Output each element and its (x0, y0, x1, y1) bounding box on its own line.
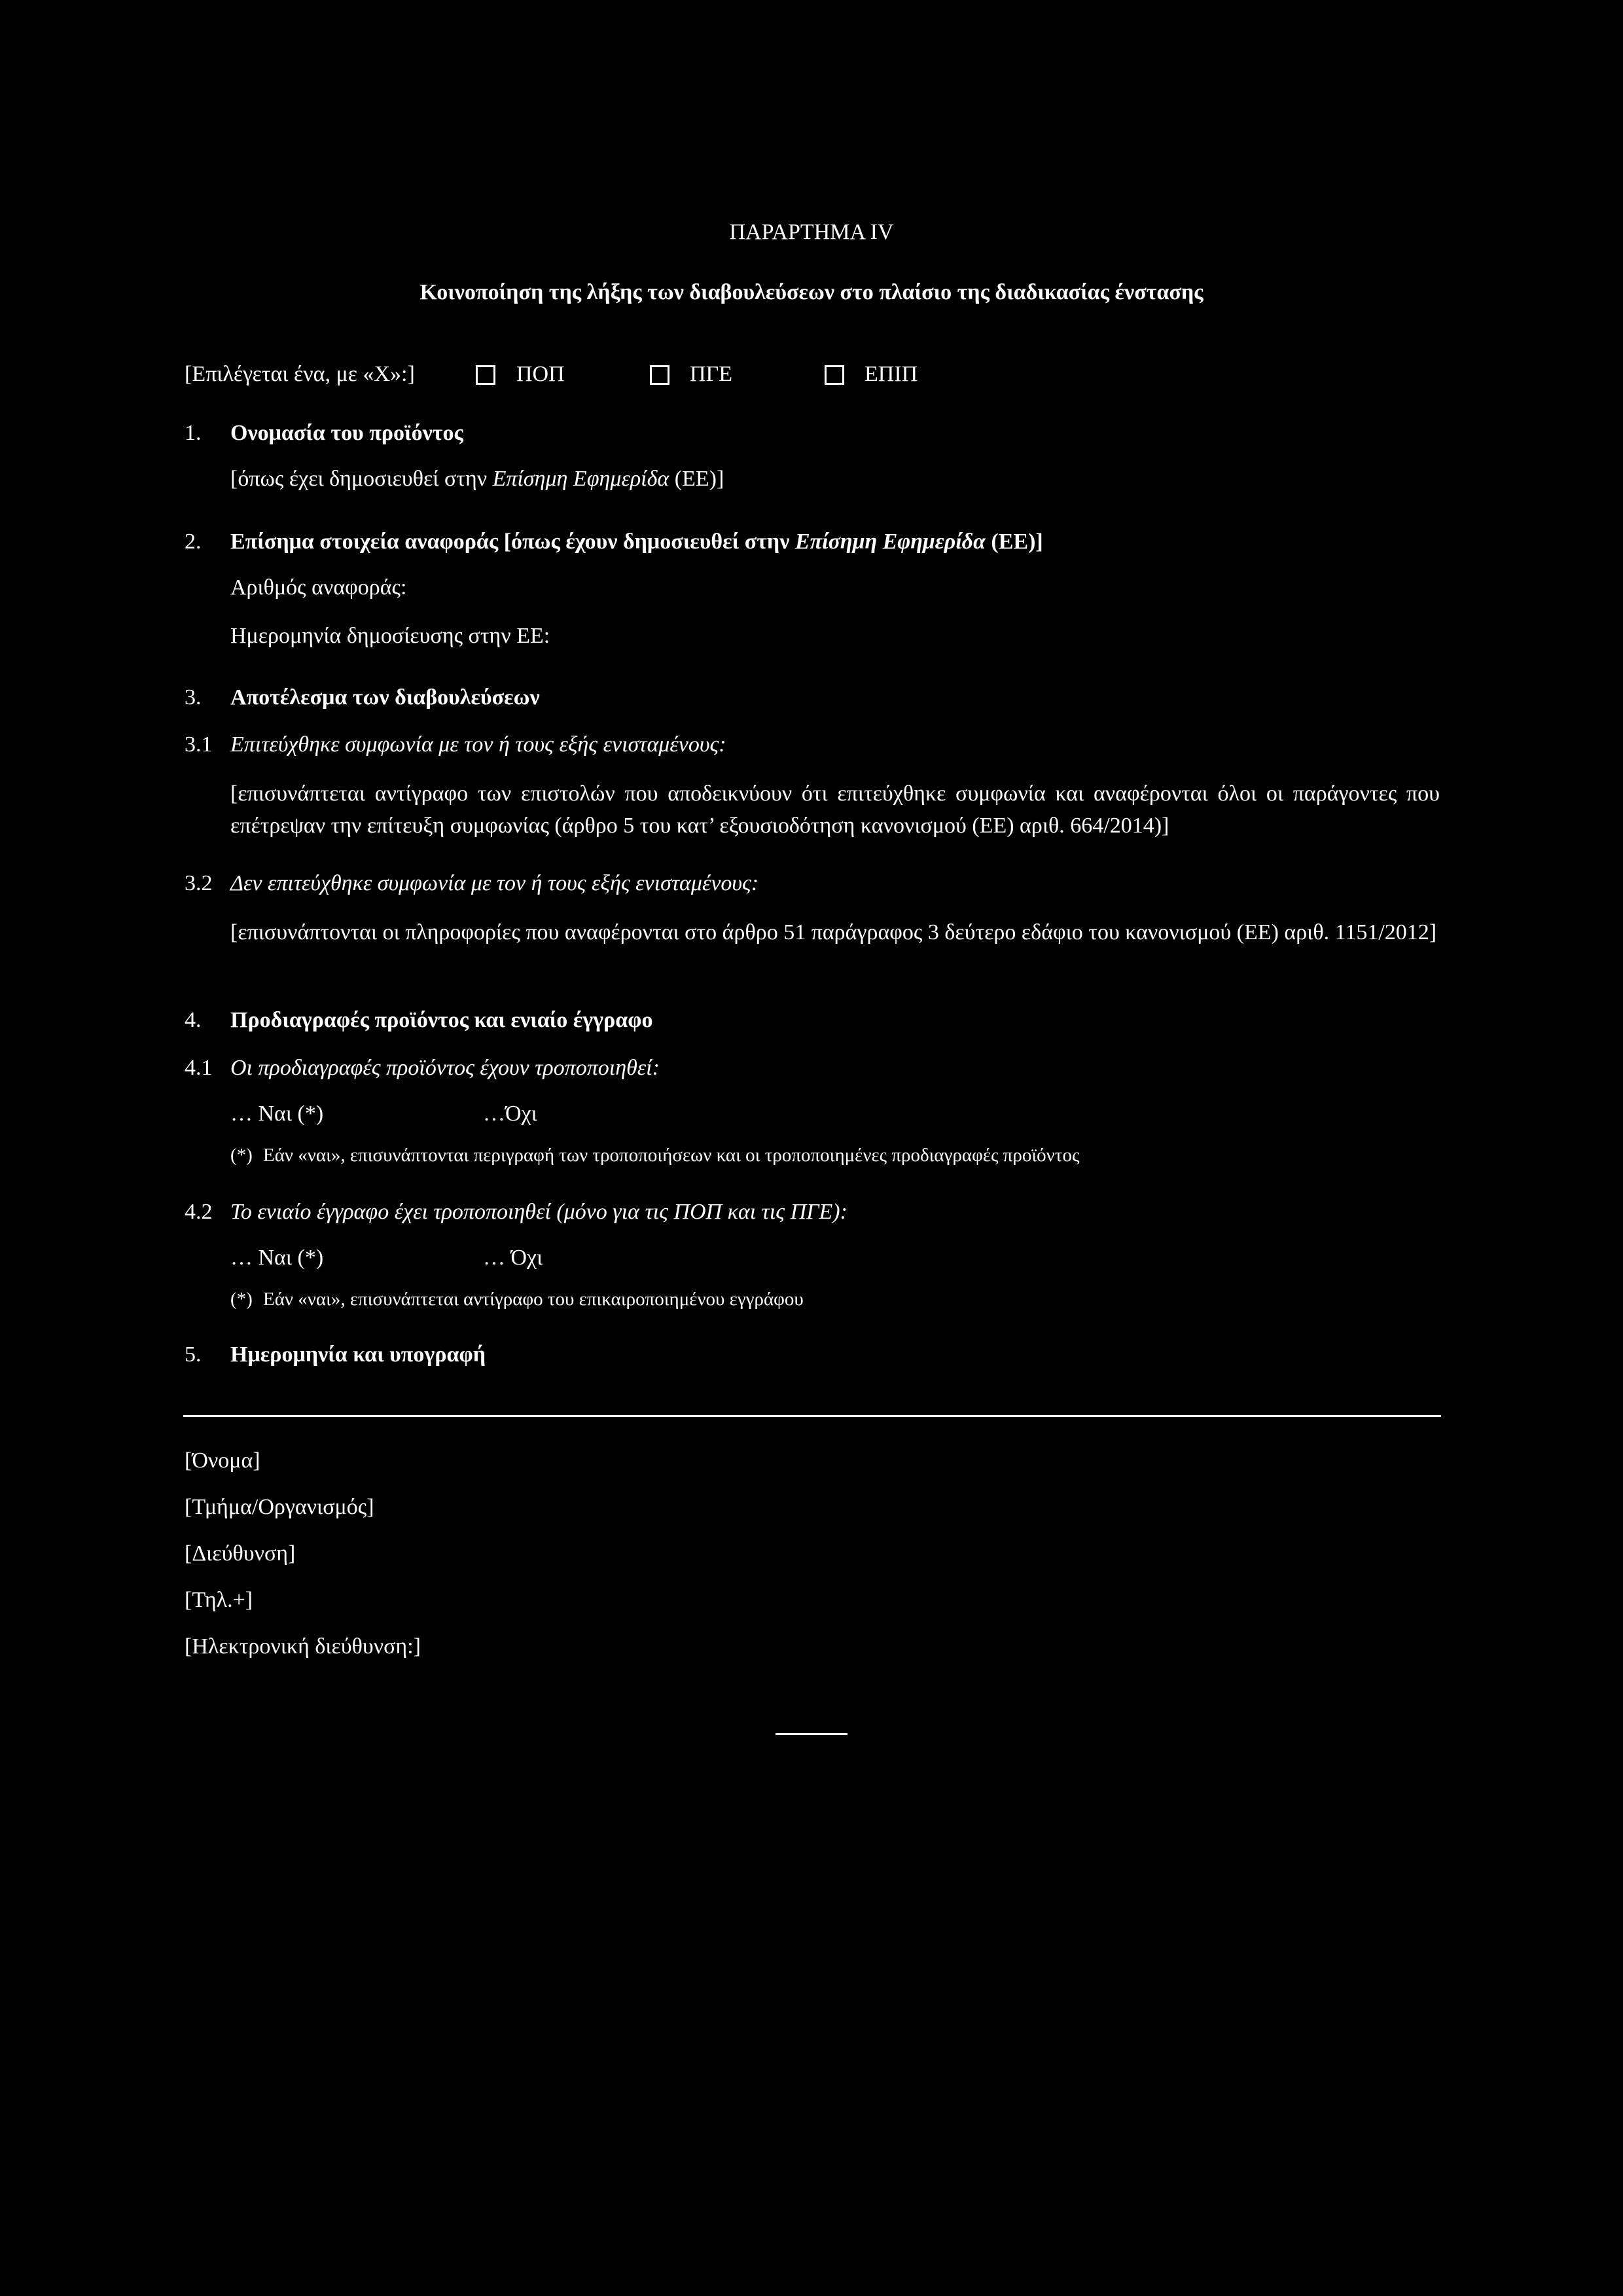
section-1-note-suffix: (ΕΕ)] (669, 467, 724, 491)
section-3-2-text: [επισυνάπτονται οι πληροφορίες που αναφέρονται στο άρθρο 51 παράγραφος 3 δεύτερο εδάφιο του κανονισμού (ΕΕ) αριθ. 1151/2012] (230, 920, 1437, 944)
section-4-1-no-option[interactable]: …Όχι (483, 1102, 537, 1126)
section-3-1-number: 3.1 (185, 732, 213, 757)
signature-address: [Διεύθυνση] (185, 1541, 296, 1566)
section-4-2-footnote (230, 1288, 804, 1311)
section-3-2-title: Δεν επιτεύχθηκε συμφωνία με τον ή τους εξής ενισταμένους: (230, 871, 759, 895)
pge-label: ΠΓΕ (690, 362, 732, 386)
section-3-2-number: 3.2 (185, 871, 213, 895)
section-2-title (230, 529, 1043, 556)
selection-instruction: [Επιλέγεται ένα, με «X»:] (185, 362, 415, 386)
signature-department: [Τμήμα/Οργανισμός] (185, 1495, 374, 1519)
pop-checkbox[interactable] (476, 365, 495, 385)
section-4-number: 4. (185, 1008, 202, 1032)
signature-email: [Ηλεκτρονική διεύθυνση:] (185, 1634, 421, 1659)
section-3-1-title: Επιτεύχθηκε συμφωνία με τον ή τους εξής ενισταμένους: (230, 732, 726, 757)
epip-label: ΕΠΙΠ (865, 362, 918, 386)
section-1-note-italic: Επίσημη Εφημερίδα (492, 467, 669, 491)
section-4-2-no-option[interactable]: … Όχι (483, 1246, 543, 1270)
section-1-note (230, 466, 724, 493)
signature-line (183, 1415, 1441, 1417)
signature-name: [Όνομα] (185, 1448, 260, 1473)
document-subtitle: Κοινοποίηση της λήξης των διαβουλεύσεων στο πλαίσιο της διαδικασίας ένστασης (419, 280, 1204, 304)
section-2-number: 2. (185, 529, 202, 554)
section-4-2-number: 4.2 (185, 1200, 213, 1224)
section-2-title-suffix: (ΕΕ)] (985, 529, 1043, 554)
section-3-1-text: [επισυνάπτεται αντίγραφο των επιστολών που αποδεικνύουν ότι επιτεύχθηκε συμφωνία και αναφέρονται όλοι οι παράγοντες που επέτρεψαν την επίτευξη συμφωνίας (άρθρο 5 του κατ’ εξουσιοδότηση κανονισμού (ΕΕ) αριθ. 664/2014)] (230, 781, 1440, 838)
section-5-number: 5. (185, 1342, 202, 1367)
publication-date-field: Ημερομηνία δημοσίευσης στην ΕΕ: (230, 624, 550, 648)
pge-checkbox[interactable] (650, 365, 669, 385)
section-4-2-yes-option[interactable]: … Ναι (*) (230, 1246, 324, 1270)
section-2-title-prefix: Επίσημα στοιχεία αναφοράς [όπως έχουν δημοσιευθεί στην (230, 529, 795, 554)
section-3-title: Αποτέλεσμα των διαβουλεύσεων (230, 685, 540, 709)
section-4-1-yes-option[interactable]: … Ναι (*) (230, 1102, 324, 1126)
section-5-title: Ημερομηνία και υπογραφή (230, 1342, 486, 1367)
pop-label: ΠΟΠ (516, 362, 565, 386)
reference-number-field: Αριθμός αναφοράς: (230, 575, 407, 600)
section-4-1-number: 4.1 (185, 1056, 213, 1080)
section-1-number: 1. (185, 421, 202, 445)
section-4-1-footnote-text: Εάν «ναι», επισυνάπτονται περιγραφή των τροποποιήσεων και οι τροποποιημένες προδιαγραφές προϊόντος (263, 1145, 1080, 1166)
section-4-title: Προδιαγραφές προϊόντος και ενιαίο έγγραφο (230, 1008, 653, 1032)
section-4-1-footnote (230, 1144, 1080, 1167)
section-3-number: 3. (185, 685, 202, 709)
section-4-2-footnote-text: Εάν «ναι», επισυνάπτεται αντίγραφο του επικαιροποιημένου εγγράφου (263, 1289, 804, 1310)
section-1-title: Ονομασία του προϊόντος (230, 421, 463, 445)
section-1-note-prefix: [όπως έχει δημοσιευθεί στην (230, 467, 493, 491)
section-4-2-title: Το ενιαίο έγγραφο έχει τροποποιηθεί (μόνο για τις ΠΟΠ και τις ΠΓΕ): (230, 1200, 847, 1224)
annex-title: ΠΑΡΑΡΤΗΜΑ IV (729, 220, 894, 244)
epip-checkbox[interactable] (825, 365, 844, 385)
section-4-2-footnote-mark: (*) (230, 1289, 253, 1310)
end-of-document-rule (776, 1733, 847, 1735)
section-2-title-italic: Επίσημη Εφημερίδα (794, 529, 986, 554)
signature-phone: [Τηλ.+] (185, 1588, 253, 1612)
section-4-1-title: Οι προδιαγραφές προϊόντος έχουν τροποποιηθεί: (230, 1056, 660, 1080)
section-4-1-footnote-mark: (*) (230, 1145, 253, 1166)
